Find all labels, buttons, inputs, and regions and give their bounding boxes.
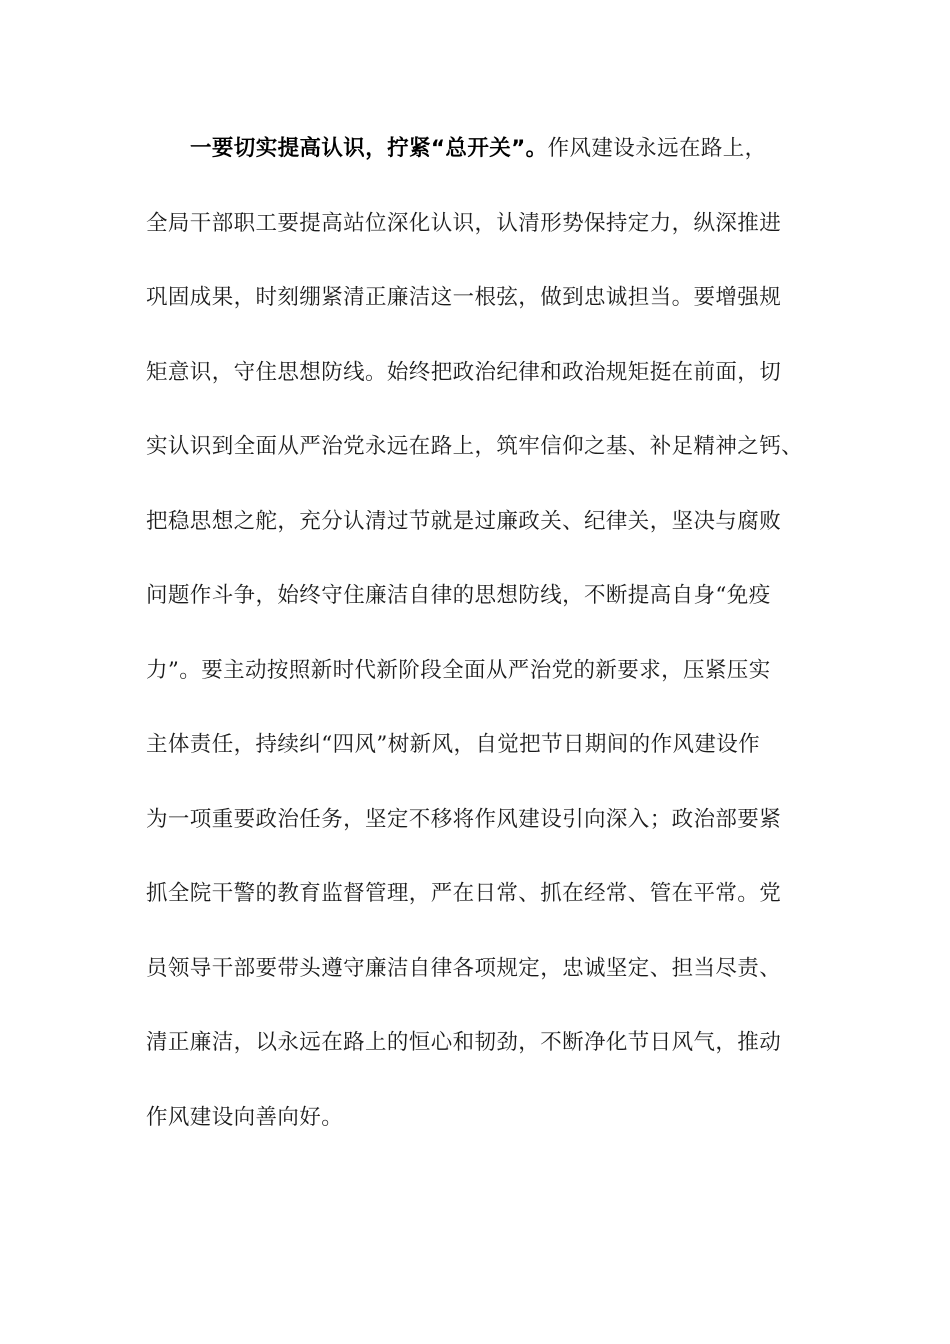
paragraph-heading-run: 一要切实提高认识，拧紧“总开关”。 [190,136,548,161]
paragraph-line: 把稳思想之舵，充分认清过节就是过廉政关、纪律关，坚决与腐败 [146,508,782,534]
paragraph-line: 力”。要主动按照新时代新阶段全面从严治党的新要求，压紧压实 [146,657,771,683]
paragraph-line: 实认识到全面从严治党永远在路上，筑牢信仰之基、补足精神之钙、 [146,434,804,459]
paragraph-line: 作风建设向善向好。 [146,1104,344,1130]
body-paragraph [146,128,806,1171]
paragraph-line: 主体责任，持续纠“四风”树新风，自觉把节日期间的作风建设作 [146,732,761,757]
paragraph-line-1 [146,128,806,203]
paragraph-line: 全局干部职工要提高站位深化认识，认清形势保持定力，纵深推进 [146,210,782,236]
paragraph-line: 问题作斗争，始终守住廉洁自律的思想防线，不断提高自身“免疫 [146,583,771,608]
paragraph-line: 矩意识，守住思想防线。始终把政治纪律和政治规矩挺在前面，切 [146,359,782,385]
paragraph-line: 抓全院干警的教育监督管理，严在日常、抓在经常、管在平常。党 [146,881,782,906]
paragraph-line: 员领导干部要带头遵守廉洁自律各项规定，忠诚坚定、担当尽责、 [146,955,782,981]
paragraph-line: 清正廉洁，以永远在路上的恒心和韧劲，不断净化节日风气，推动 [146,1030,782,1055]
paragraph-line: 巩固成果，时刻绷紧清正廉洁这一根弦，做到忠诚担当。要增强规 [146,285,782,310]
paragraph-line-text: 作风建设永远在路上， [547,136,767,161]
paragraph-line: 为一项重要政治任务，坚定不移将作风建设引向深入；政治部要紧 [146,806,782,832]
